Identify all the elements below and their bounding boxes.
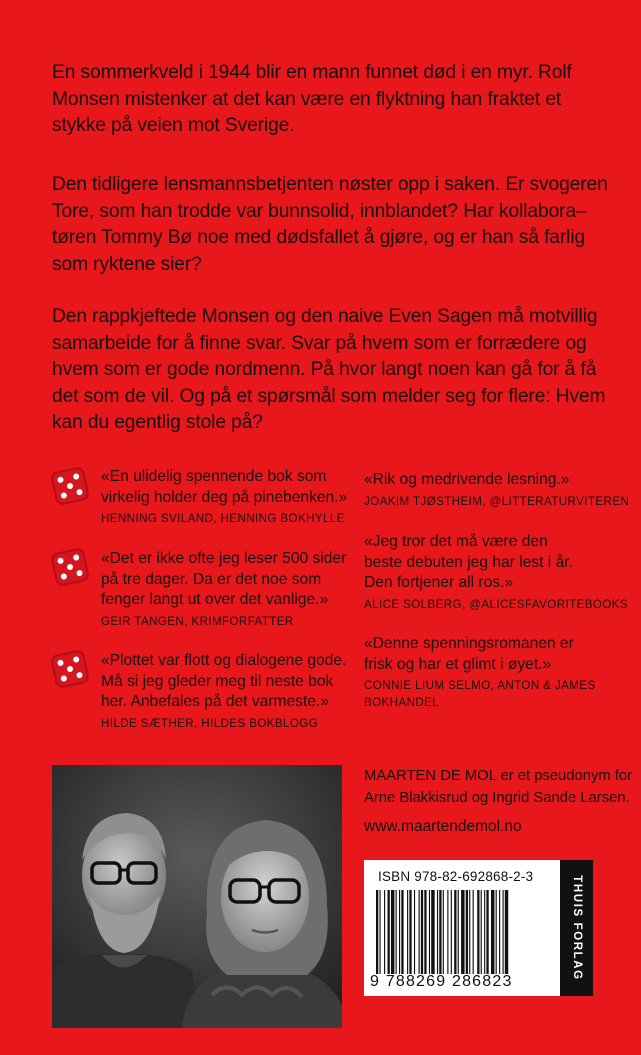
review-text: «Jeg tror det må være den beste debuten jeg har lest i år. Den fortjener all ros.» <box>364 533 573 591</box>
barcode-bar <box>481 890 482 974</box>
dice-icon <box>50 649 90 689</box>
review-quote <box>101 467 347 527</box>
author-bio: MAARTEN DE MOL er et pseudonym for Arne Blakkisrud og Ingrid Sande Larsen. <box>364 768 633 806</box>
barcode-bar <box>466 890 468 974</box>
barcode-bar <box>439 890 441 974</box>
barcode-bar <box>424 890 426 974</box>
barcode-digits: 9 788269 286823 <box>370 973 513 990</box>
barcode-bar <box>461 890 464 974</box>
barcode-bar <box>384 890 385 974</box>
review-text: «Denne spenningsromanen er frisk og har et glimt i øyet.» <box>364 635 574 673</box>
barcode-bar <box>429 890 430 974</box>
barcode-bar <box>419 890 420 974</box>
blurb-paragraph-2: Den tidligere lensmannsbetjenten nøster opp i saken. Er svogeren Tore, som han trodde var bunnsolid, innblandet? Har kollabora–tøren Tommy Bø noe med dødsfallet å gjøre, og er han så farlig som ryktene sier? <box>52 174 608 275</box>
review-source: ALICE SOLBERG, @ALICESFAVORITEBOOKS <box>364 597 628 611</box>
barcode-bar <box>409 890 411 974</box>
review-source: JOAKIM TJØSTHEIM, @LITTERATURVITEREN <box>364 494 630 508</box>
review-quote <box>101 651 346 732</box>
review-source: GEIR TANGEN, KRIMFORFATTER <box>101 614 294 628</box>
review-text: «Rik og medrivende lesning.» <box>364 471 570 488</box>
barcode-bar <box>484 890 485 974</box>
barcode-bar <box>414 890 415 974</box>
review-quote <box>364 532 628 613</box>
barcode-bar <box>391 890 394 974</box>
barcode-bar <box>401 890 403 974</box>
barcode-bar <box>407 890 408 974</box>
barcode-bar <box>454 890 456 974</box>
author-photo <box>52 765 342 1028</box>
barcode-bar <box>469 890 470 974</box>
barcode-bar <box>421 890 423 974</box>
barcode-bar <box>477 890 479 974</box>
publisher-logo <box>560 860 593 996</box>
barcode-bar <box>396 890 397 974</box>
barcode-bar <box>451 890 452 974</box>
review-source: HENNING SVILAND, HENNING BOKHYLLE <box>101 512 345 525</box>
barcode-bar <box>499 890 500 974</box>
barcode-bar <box>443 890 444 974</box>
barcode-bars <box>376 890 552 974</box>
review-quote <box>101 549 346 630</box>
dice-icon <box>50 547 90 587</box>
barcode-bar <box>431 890 434 974</box>
review-text: «En ulidelig spennende bok som virkelig holder deg på pinebenken.» <box>101 468 348 506</box>
barcode-bar <box>399 890 400 974</box>
barcode-bar <box>437 890 438 974</box>
barcode-bar <box>376 890 378 974</box>
blurb-paragraph-3: Den rappkjeftede Monsen og den naive Even Sagen må motvillig samarbeide for å finne svar. Svar på hvem som er forrædere og hvem som er gode nordmenn. På hvor langt noen kan gå for å få det som de vil. Og på et spørsmål som melder seg for flere: Hvem kan du egentlig stole på? <box>52 306 606 433</box>
barcode-bar <box>486 890 488 974</box>
publisher-name: THUIS FORLAG <box>570 875 583 981</box>
barcode-bar <box>388 890 390 974</box>
dice-icon <box>50 466 90 506</box>
barcode-bar <box>379 890 380 974</box>
barcode-bar <box>458 890 459 974</box>
barcode-bar <box>473 890 474 974</box>
barcode-bar <box>491 890 494 974</box>
review-text: «Plottet var flott og dialogene gode. Må si jeg gleder meg til neste bok her. Anbefales på det varmeste.» <box>101 652 347 710</box>
review-quote <box>364 634 596 711</box>
barcode-bar <box>496 890 497 974</box>
review-source: HILDE SÆTHER, HILDES BOKBLOGG <box>101 716 319 730</box>
author-website-link[interactable]: www.maartendemol.no <box>364 818 522 835</box>
barcode-bar <box>503 890 504 974</box>
review-source: CONNIE LIUM SELMO, ANTON & JAMES BOKHANDEL <box>364 679 596 709</box>
barcode-bar <box>505 890 508 974</box>
blurb-paragraph-1: En sommerkveld i 1944 blir en mann funnet død i en myr. Rolf Monsen mistenker at det kan være en flyktning han fraktet et stykke på veien mot Sverige. <box>52 62 572 136</box>
barcode-bar <box>447 890 448 974</box>
isbn-label: ISBN 978-82-692868-2-3 <box>378 869 534 884</box>
review-text: «Det er ikke ofte jeg leser 500 sider på tre dager. Da er det noe som fenger langt ut over det vanlige.» <box>101 550 347 608</box>
isbn-barcode <box>364 860 560 996</box>
review-quote <box>364 470 629 510</box>
